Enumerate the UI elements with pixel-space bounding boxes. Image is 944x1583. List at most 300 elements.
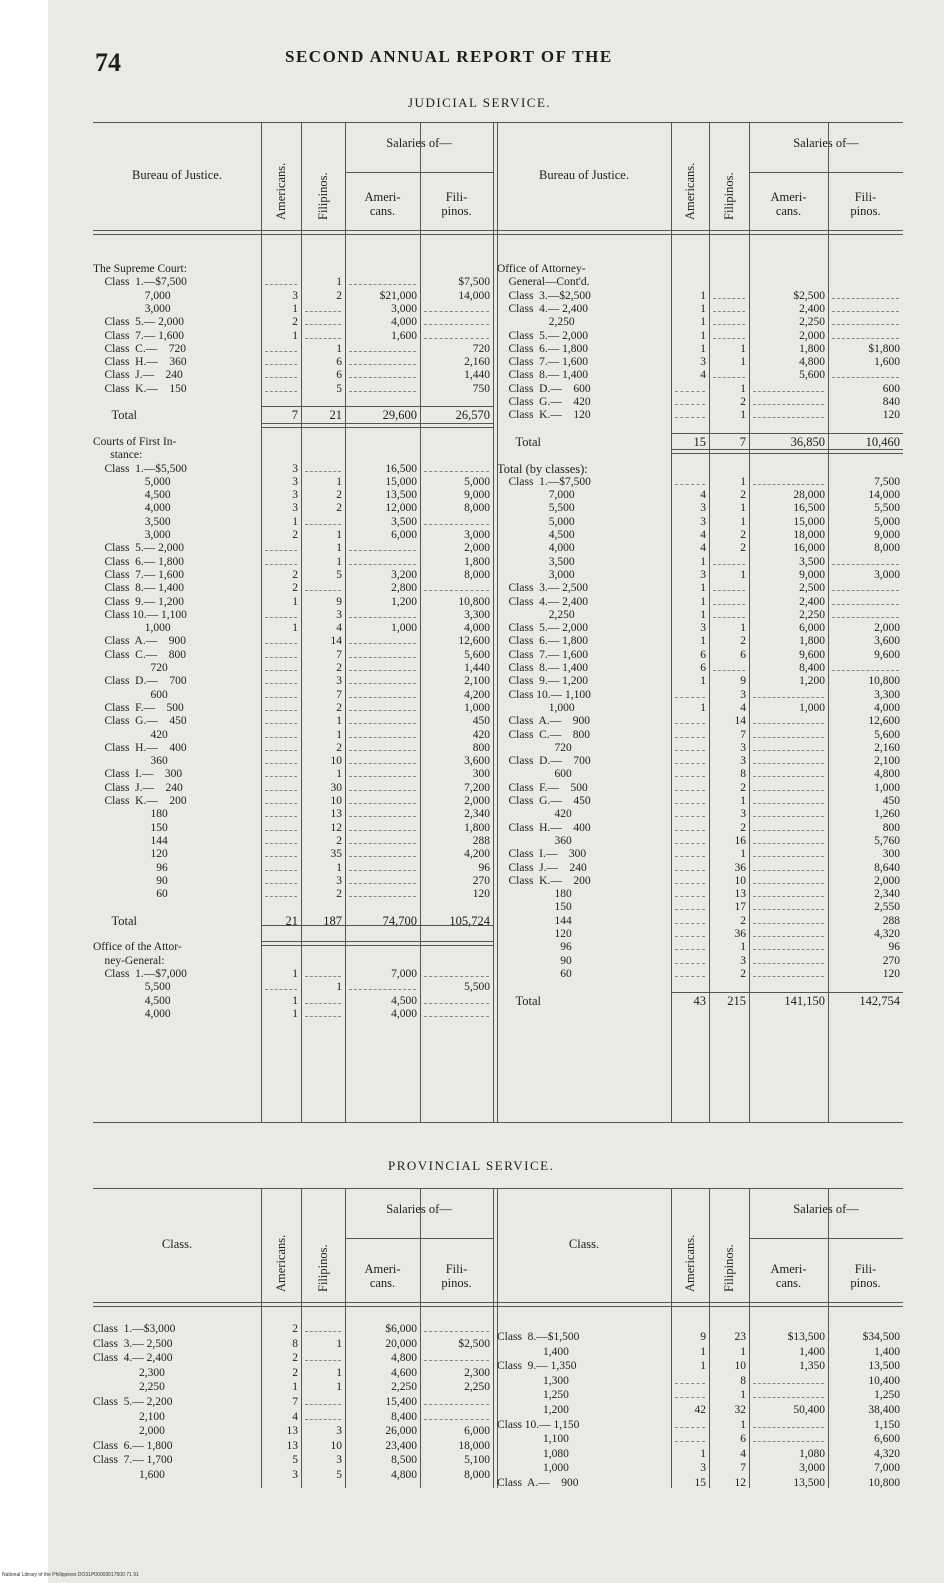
filipinos-salary: 800 — [472, 741, 490, 754]
filipinos-count: 36 — [734, 928, 746, 940]
filipinos-count: 5 — [336, 382, 342, 395]
filipinos-salary: 450 — [882, 795, 900, 807]
filipinos-salary: $7,500 — [458, 276, 490, 289]
filipinos-salary: 1,440 — [464, 662, 490, 674]
header-filipinos: Filipinos. — [722, 172, 736, 220]
filipinos-salary: 840 — [882, 396, 900, 408]
filipinos-count: 13 — [330, 808, 342, 821]
table-row — [93, 1432, 903, 1446]
filipinos-salary: 10,400 — [868, 1374, 900, 1387]
filipinos-count: 10 — [734, 874, 746, 887]
row-label: Class 6.— 1,800 — [93, 555, 185, 568]
filipinos-count: 10 — [734, 1360, 746, 1373]
filipinos-salary: 750 — [472, 382, 490, 395]
americans-count: 4 — [700, 369, 706, 382]
filipinos-count: 13 — [734, 888, 746, 901]
table-row — [93, 342, 903, 356]
filipinos-count: 2 — [740, 489, 746, 502]
americans-count: 4 — [292, 1410, 298, 1423]
row-label: Courts of First In- — [93, 435, 177, 448]
filipinos-salary: 96 — [478, 861, 490, 874]
filipinos-salary: 3,000 — [874, 568, 900, 581]
americans-count: 1 — [292, 515, 298, 528]
header-salaries: Salaries of— — [793, 1202, 859, 1216]
americans-salary: 4,500 — [391, 994, 417, 1007]
filipinos-salary: 3,000 — [464, 529, 490, 541]
filipinos-salary: 10,800 — [458, 595, 490, 608]
table-row — [93, 648, 903, 662]
americans-salary: 2,250 — [799, 608, 825, 621]
americans-salary: 4,000 — [391, 1007, 417, 1020]
row-label: Class 9.— 1,200 — [93, 595, 185, 608]
filipinos-salary: 800 — [882, 821, 900, 834]
table-row — [93, 541, 903, 555]
americans-count: 1 — [700, 342, 706, 355]
americans-count: 3 — [292, 289, 298, 302]
table-row — [93, 568, 903, 582]
filipinos-count: 9 — [740, 675, 746, 688]
filipinos-count: 3 — [336, 675, 342, 688]
row-label: General—Cont'd. — [497, 276, 590, 289]
filipinos-count: 1 — [336, 768, 342, 781]
americans-count: 7 — [291, 408, 298, 423]
americans-salary: 3,500 — [799, 555, 825, 568]
row-label: Class H.— 400 — [497, 821, 591, 834]
filipinos-count: 1 — [740, 475, 746, 488]
filipinos-salary: 3,300 — [874, 688, 900, 701]
row-label: Class 5.— 2,200 — [93, 1396, 173, 1408]
americans-salary: 28,000 — [793, 489, 825, 502]
filipinos-count: 3 — [336, 1454, 342, 1467]
filipinos-count: 1 — [740, 382, 746, 395]
americans-count: 2 — [292, 568, 298, 581]
row-label: 360 — [497, 834, 572, 847]
table-row — [93, 1461, 903, 1475]
americans-salary: $21,000 — [379, 289, 417, 302]
filipinos-salary: 2,000 — [464, 542, 490, 555]
americans-count: 1 — [700, 302, 706, 315]
americans-salary: 16,000 — [793, 542, 825, 555]
filipinos-salary: 120 — [882, 409, 900, 422]
row-label: Class H.— 360 — [93, 356, 187, 369]
filipinos-count: 7 — [336, 688, 342, 701]
row-label: Class 10.— 1,150 — [497, 1418, 580, 1431]
filipinos-count: 1 — [336, 555, 342, 568]
row-label: Class 4.— 2,400 — [93, 1352, 173, 1365]
row-label: Class 1.—$5,500 — [93, 462, 187, 475]
americans-salary: 9,000 — [799, 568, 825, 581]
table-row — [93, 528, 903, 542]
filipinos-salary: 5,100 — [464, 1454, 490, 1467]
americans-count: 3 — [292, 462, 298, 475]
row-label: Class C.— 800 — [497, 728, 590, 741]
americans-count: 9 — [700, 1331, 706, 1343]
filipinos-salary: 5,760 — [874, 834, 900, 847]
row-label: 4,500 — [497, 529, 575, 541]
filipinos-count: 1 — [740, 356, 746, 369]
filipinos-count: 10 — [330, 1439, 342, 1452]
table-row — [93, 515, 903, 529]
americans-count: 7 — [292, 1396, 298, 1408]
filipinos-count: 1 — [740, 1418, 746, 1431]
row-label: 360 — [93, 755, 168, 768]
americans-count: 3 — [700, 568, 706, 581]
americans-count: 3 — [700, 356, 706, 369]
americans-salary: 1,200 — [391, 595, 417, 608]
row-label: Class A.— 900 — [497, 715, 590, 728]
americans-count: 15 — [693, 434, 706, 449]
filipinos-count: 2 — [740, 396, 746, 408]
row-label: Class 5.— 2,000 — [93, 542, 185, 555]
table-row — [93, 634, 903, 648]
filipinos-count: 8 — [740, 768, 746, 781]
row-label: 600 — [497, 768, 572, 781]
row-label: 2,300 — [93, 1366, 165, 1379]
filipinos-salary: 10,800 — [868, 675, 900, 688]
americans-count: 1 — [700, 608, 706, 621]
table-row — [93, 927, 903, 941]
americans-salary: 1,400 — [799, 1345, 825, 1358]
americans-salary: 1,350 — [799, 1360, 825, 1373]
filipinos-count: 1 — [740, 941, 746, 954]
filipinos-salary: 96 — [888, 941, 900, 954]
row-label: 180 — [93, 808, 168, 821]
filipinos-count: 3 — [740, 741, 746, 754]
filipinos-salary: 4,000 — [464, 622, 490, 635]
filipinos-count: 32 — [734, 1404, 746, 1416]
row-label: Class 6.— 1,800 — [497, 635, 589, 648]
filipinos-salary: 7,000 — [874, 1462, 900, 1475]
row-label: 4,000 — [93, 502, 171, 515]
filipinos-salary: $34,500 — [862, 1331, 900, 1343]
americans-salary: 15,400 — [385, 1396, 417, 1408]
row-label: 4,000 — [497, 542, 575, 555]
table-row — [93, 821, 903, 835]
americans-salary: 8,400 — [799, 662, 825, 674]
row-label: 600 — [93, 688, 168, 701]
library-footer: National Library of the Philippines DO31P00003017500 71 91 — [2, 1572, 139, 1578]
filipinos-count: 1 — [336, 276, 342, 289]
americans-salary: 2,000 — [799, 329, 825, 342]
row-label: 1,080 — [497, 1447, 569, 1460]
filipinos-count: 187 — [323, 913, 342, 928]
filipinos-salary: 120 — [882, 967, 900, 980]
row-label: Class A.— 900 — [497, 1477, 579, 1489]
row-label: 1,300 — [497, 1374, 569, 1387]
filipinos-salary: 18,000 — [458, 1439, 490, 1452]
header-salaries: Salaries of— — [793, 136, 859, 150]
americans-count: 1 — [700, 555, 706, 568]
table-row — [93, 262, 903, 276]
americans-count: 5 — [292, 1454, 298, 1467]
running-head: SECOND ANNUAL REPORT OF THE — [285, 47, 613, 66]
americans-count: 1 — [700, 1345, 706, 1358]
americans-count: 2 — [292, 582, 298, 595]
americans-salary: 4,800 — [799, 356, 825, 369]
table-row — [93, 701, 903, 715]
filipinos-count: 3 — [740, 755, 746, 768]
filipinos-salary: 288 — [472, 834, 490, 847]
row-label: Class 6.— 1,800 — [497, 342, 589, 355]
row-label: 60 — [93, 888, 168, 901]
filipinos-count: 36 — [734, 861, 746, 874]
americans-salary: 4,600 — [391, 1366, 417, 1379]
americans-salary: 6,000 — [391, 529, 417, 541]
row-label: Total — [497, 993, 542, 1008]
table-row — [93, 608, 903, 622]
filipinos-count: 1 — [740, 342, 746, 355]
filipinos-count: 1 — [336, 861, 342, 874]
filipinos-count: 6 — [740, 648, 746, 661]
americans-salary: 3,000 — [391, 302, 417, 315]
filipinos-salary: 1,250 — [874, 1389, 900, 1402]
americans-count: 1 — [292, 595, 298, 608]
row-label: Class 7.— 1,600 — [93, 568, 185, 581]
americans-salary: $6,000 — [385, 1323, 417, 1335]
americans-count: 4 — [700, 529, 706, 541]
filipinos-count: 4 — [740, 1447, 746, 1460]
filipinos-salary: 2,340 — [874, 888, 900, 901]
americans-count: 1 — [700, 675, 706, 688]
americans-count: 1 — [700, 316, 706, 329]
table-row — [93, 940, 903, 954]
filipinos-count: 1 — [336, 542, 342, 555]
total-row — [93, 435, 903, 449]
row-label: 720 — [497, 741, 572, 754]
table-row — [93, 302, 903, 316]
table-row — [93, 954, 903, 968]
americans-count: 1 — [292, 622, 298, 635]
filipinos-count: 1 — [336, 1381, 342, 1394]
filipinos-count: 1 — [336, 1366, 342, 1379]
filipinos-salary: 26,570 — [455, 408, 490, 423]
americans-count: 2 — [292, 1323, 298, 1335]
filipinos-salary: 6,600 — [874, 1433, 900, 1446]
americans-salary: 12,000 — [385, 502, 417, 515]
americans-salary: $2,500 — [793, 289, 825, 302]
header-salaries-americans: Ameri- cans. — [770, 1262, 807, 1290]
americans-count: 1 — [700, 289, 706, 302]
americans-salary: 74,700 — [382, 913, 417, 928]
americans-salary: 29,600 — [382, 408, 417, 423]
header-salaries-filipinos: Fili- pinos. — [850, 1262, 881, 1290]
table-row — [93, 315, 903, 329]
filipinos-salary: 288 — [882, 914, 900, 927]
row-label: 3,000 — [93, 302, 171, 315]
row-label: 4,000 — [93, 1007, 171, 1020]
header-salaries-americans: Ameri- cans. — [364, 1262, 401, 1290]
americans-count: 1 — [292, 967, 298, 980]
header-americans: Americans. — [683, 162, 697, 220]
row-label: Class G.— 420 — [497, 396, 591, 408]
americans-count: 43 — [693, 993, 706, 1008]
table-row — [93, 1374, 903, 1388]
row-label: Class K.— 150 — [93, 382, 187, 395]
header-salaries-americans: Ameri- cans. — [770, 190, 807, 218]
filipinos-count: 2 — [336, 888, 342, 901]
filipinos-count: 2 — [336, 741, 342, 754]
row-label: Class I.— 300 — [497, 848, 587, 861]
table-row — [93, 781, 903, 795]
americans-salary: 3,500 — [391, 515, 417, 528]
row-label: 2,250 — [497, 608, 575, 621]
americans-count: 3 — [292, 475, 298, 488]
table-row — [93, 834, 903, 848]
row-label: Class J.— 240 — [497, 861, 587, 874]
americans-count: 1 — [292, 1007, 298, 1020]
americans-count: 4 — [700, 489, 706, 502]
table-row — [93, 621, 903, 635]
row-label: 3,000 — [93, 529, 171, 541]
americans-count: 4 — [700, 542, 706, 555]
row-label: 150 — [93, 821, 168, 834]
americans-count: 1 — [292, 1381, 298, 1394]
filipinos-salary: 4,800 — [874, 768, 900, 781]
filipinos-salary: 2,160 — [874, 741, 900, 754]
row-label: Class 3.— 2,500 — [497, 582, 589, 595]
header-salaries-filipinos: Fili- pinos. — [441, 190, 472, 218]
header-americans: Americans. — [274, 1234, 288, 1292]
table-row — [93, 714, 903, 728]
row-label: Class 5.— 2,000 — [497, 622, 589, 635]
filipinos-count: 2 — [740, 529, 746, 541]
americans-salary: 2,400 — [799, 595, 825, 608]
row-label: 1,200 — [497, 1404, 569, 1416]
filipinos-salary: 450 — [472, 715, 490, 728]
row-label: Class J.— 240 — [93, 781, 183, 794]
row-label: Class 4.— 2,400 — [497, 595, 589, 608]
table-row — [93, 900, 903, 914]
filipinos-count: 7 — [740, 1462, 746, 1475]
americans-salary: 15,000 — [793, 515, 825, 528]
row-label: Class 4.— 2,400 — [497, 302, 589, 315]
americans-count: 2 — [292, 1352, 298, 1365]
americans-salary: 2,250 — [799, 316, 825, 329]
row-label: 1,600 — [93, 1469, 165, 1481]
row-label: Class 7.— 1,600 — [93, 329, 185, 342]
header-filipinos: Filipinos. — [316, 172, 330, 220]
filipinos-count: 6 — [740, 1433, 746, 1446]
table-row — [93, 754, 903, 768]
filipinos-count: 21 — [329, 408, 342, 423]
filipinos-salary: 8,640 — [874, 861, 900, 874]
row-label: Class 1.—$7,000 — [93, 967, 187, 980]
filipinos-count: 1 — [336, 981, 342, 994]
header-salaries: Salaries of— — [386, 1202, 452, 1216]
filipinos-salary: 8,000 — [464, 1469, 490, 1481]
table-row — [93, 688, 903, 702]
row-label: 3,000 — [497, 568, 575, 581]
filipinos-count: 12 — [330, 821, 342, 834]
americans-salary: 2,800 — [391, 582, 417, 595]
americans-salary: 13,500 — [793, 1477, 825, 1489]
filipinos-salary: 5,600 — [464, 648, 490, 661]
americans-count: 1 — [292, 329, 298, 342]
americans-salary: 1,200 — [799, 675, 825, 688]
filipinos-salary: 10,800 — [868, 1477, 900, 1489]
row-label: 1,400 — [497, 1345, 569, 1358]
row-label: Class D.— 600 — [497, 382, 591, 395]
americans-salary: 5,600 — [799, 369, 825, 382]
filipinos-salary: 2,000 — [874, 622, 900, 635]
filipinos-count: 1 — [336, 728, 342, 741]
filipinos-salary: 270 — [472, 874, 490, 887]
row-label: Class 1.—$7,500 — [497, 475, 591, 488]
row-label: 7,000 — [497, 489, 575, 502]
table-row — [93, 1345, 903, 1359]
judicial-service-table — [93, 122, 903, 1147]
table-row — [93, 887, 903, 901]
americans-count: 2 — [292, 1366, 298, 1379]
filipinos-salary: 9,600 — [874, 648, 900, 661]
filipinos-salary: 4,000 — [874, 701, 900, 714]
americans-salary: 7,000 — [391, 967, 417, 980]
row-label: 3,500 — [93, 515, 171, 528]
row-label: Class 5.— 2,000 — [497, 329, 589, 342]
filipinos-count: 1 — [336, 475, 342, 488]
americans-salary: 15,000 — [385, 475, 417, 488]
filipinos-salary: 1,150 — [874, 1418, 900, 1431]
filipinos-count: 3 — [740, 954, 746, 967]
filipinos-count: 1 — [740, 848, 746, 861]
row-label: 90 — [497, 954, 572, 967]
row-label: 1,100 — [497, 1433, 569, 1446]
americans-salary: $13,500 — [787, 1331, 825, 1343]
americans-salary: 20,000 — [385, 1337, 417, 1350]
filipinos-salary: 1,800 — [464, 821, 490, 834]
row-label: Class K.— 120 — [497, 409, 591, 422]
row-label: 144 — [497, 914, 572, 927]
table-row — [93, 1476, 903, 1490]
row-label: 5,500 — [497, 502, 575, 515]
header-americans: Americans. — [274, 162, 288, 220]
header-salaries: Salaries of— — [386, 136, 452, 150]
row-label: Total — [93, 913, 138, 928]
filipinos-count: 3 — [740, 808, 746, 821]
americans-count: 3 — [292, 502, 298, 515]
filipinos-salary: 3,600 — [464, 755, 490, 768]
row-label: Class F.— 500 — [93, 701, 184, 714]
table-row — [93, 395, 903, 409]
americans-salary: 18,000 — [793, 529, 825, 541]
filipinos-count: 14 — [330, 635, 342, 648]
filipinos-salary: 14,000 — [868, 489, 900, 502]
row-label: Total — [497, 434, 542, 449]
filipinos-count: 10 — [330, 755, 342, 768]
table-row — [93, 275, 903, 289]
americans-count: 3 — [700, 515, 706, 528]
filipinos-salary: 8,000 — [874, 542, 900, 555]
row-label: Total (by classes): — [497, 461, 588, 476]
filipinos-count: 23 — [734, 1331, 746, 1343]
row-label: Class 6.— 1,800 — [93, 1439, 173, 1452]
filipinos-salary: 3,300 — [464, 608, 490, 621]
filipinos-salary: 105,724 — [449, 913, 490, 928]
row-label: Class 1.—$3,000 — [93, 1323, 176, 1335]
americans-salary: 4,800 — [391, 1352, 417, 1365]
filipinos-salary: 2,000 — [874, 874, 900, 887]
table-row — [93, 741, 903, 755]
filipinos-salary: 2,550 — [874, 901, 900, 914]
table-row — [93, 767, 903, 781]
filipinos-count: 30 — [330, 781, 342, 794]
row-label: Class 8.— 1,400 — [93, 582, 185, 595]
table-row — [93, 1007, 903, 1021]
filipinos-salary: 5,000 — [464, 475, 490, 488]
table-row — [93, 674, 903, 688]
filipinos-count: 2 — [740, 781, 746, 794]
row-label: Class 7.— 1,600 — [497, 648, 589, 661]
